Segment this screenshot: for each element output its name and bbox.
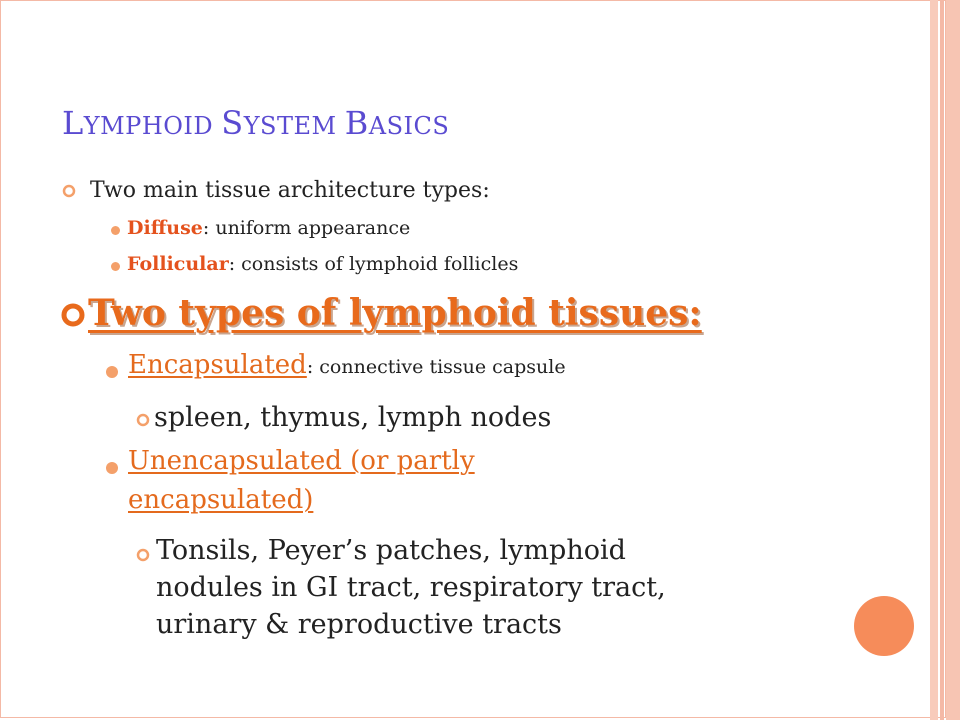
orange-dot-icon xyxy=(106,462,118,474)
encapsulated-example: spleen, thymus, lymph nodes xyxy=(154,402,552,433)
orange-circle-icon xyxy=(854,596,914,656)
architecture-heading: Two main tissue architecture types: xyxy=(90,178,490,203)
orange-ring-icon xyxy=(136,548,150,562)
stripe-1 xyxy=(930,0,938,720)
encapsulated-desc: : connective tissue capsule xyxy=(306,356,566,378)
encapsulated-item xyxy=(128,350,566,380)
orange-dot-icon xyxy=(111,262,120,271)
unencapsulated-term-line2: encapsulated) xyxy=(128,485,314,515)
diffuse-desc: : uniform appearance xyxy=(202,217,411,239)
types-heading: Two types of lymphoid tissues: xyxy=(88,292,702,334)
follicular-term: Follicular xyxy=(127,253,229,275)
unencapsulated-example-line3: urinary & reproductive tracts xyxy=(156,609,562,640)
stripe-2 xyxy=(940,0,944,720)
diffuse-term: Diffuse xyxy=(127,217,203,239)
page-title: LYMPHOID SYSTEM BASICS xyxy=(62,104,450,142)
encapsulated-term: Encapsulated xyxy=(128,350,307,380)
orange-ring-icon xyxy=(62,184,76,198)
orange-dot-icon xyxy=(106,366,118,378)
follicular-desc: : consists of lymphoid follicles xyxy=(228,253,519,275)
unencapsulated-example-line2: nodules in GI tract, respiratory tract, xyxy=(156,572,666,603)
unencapsulated-term-line1: Unencapsulated (or partly xyxy=(128,446,475,476)
orange-ring-icon xyxy=(136,413,150,427)
diffuse-item xyxy=(127,217,410,239)
follicular-item xyxy=(127,253,518,275)
unencapsulated-example-line1: Tonsils, Peyer’s patches, lymphoid xyxy=(156,535,626,566)
orange-ring-icon xyxy=(60,302,86,328)
stripe-3 xyxy=(946,0,960,720)
orange-dot-icon xyxy=(111,226,120,235)
